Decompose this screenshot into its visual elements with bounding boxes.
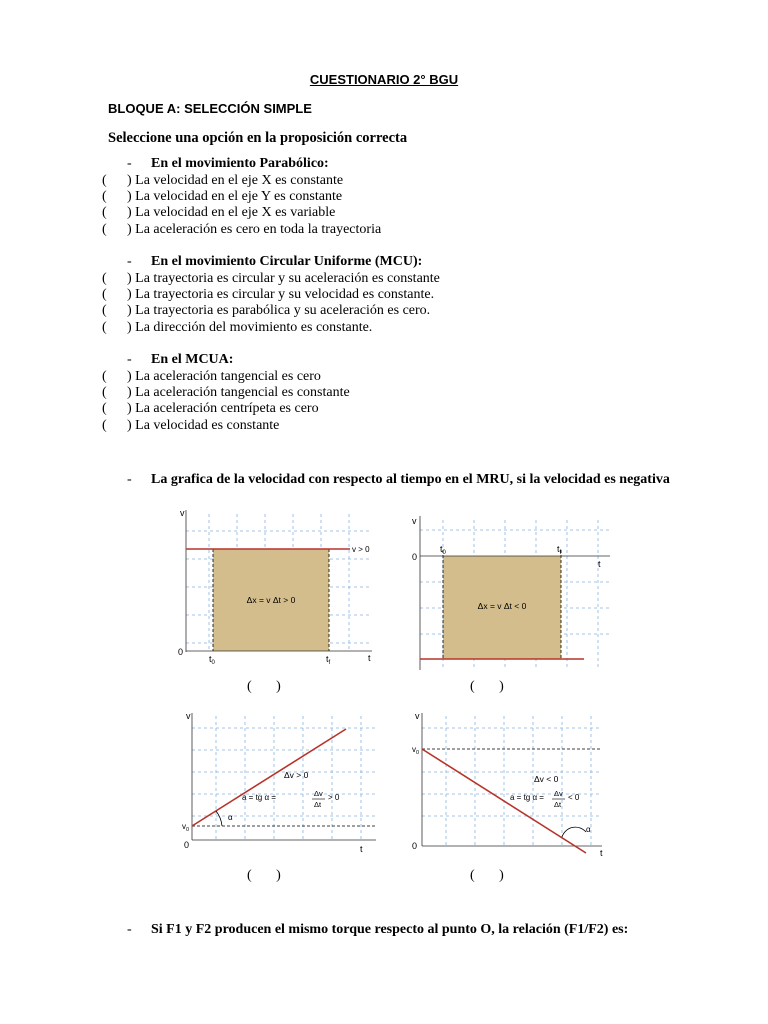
block-heading: BLOQUE A: SELECCIÓN SIMPLE (108, 101, 312, 116)
answer-paren-3[interactable]: ( ) (247, 868, 281, 883)
question-2-options (102, 271, 440, 336)
dash: - (127, 352, 132, 367)
question-1-heading (127, 156, 329, 172)
chart-4 (404, 708, 614, 860)
question-3-text: En el MCUA: (151, 352, 234, 367)
option-1-2[interactable] (102, 189, 381, 205)
dash: - (127, 472, 132, 487)
chart-1-t0: $t_0$ (209, 654, 215, 666)
chart-3-frac-top: Δv (314, 789, 323, 798)
chart-1-t-label: t (368, 653, 371, 663)
chart-1-series-label: v > 0 (352, 545, 370, 554)
chart-4-delta: Δv < 0 (534, 774, 559, 784)
option-paren: ( (102, 385, 107, 401)
chart-1 (172, 504, 392, 674)
option-3-1[interactable] (102, 369, 350, 385)
chart-4-frac-top: Δv (554, 789, 563, 798)
option-1-1[interactable] (102, 173, 381, 189)
option-text: ) La trayectoria es circular y su velocidad es constante. (127, 287, 435, 303)
option-paren: ( (102, 205, 107, 221)
chart-4-frac-bot: Δt (554, 800, 562, 809)
chart-4-grid (422, 716, 602, 846)
option-2-2[interactable] (102, 287, 440, 303)
option-text: ) La velocidad en el eje X es constante (127, 173, 344, 188)
chart-3-slope-right: > 0 (328, 793, 340, 802)
option-text: ) La aceleración tangencial es constante (127, 385, 350, 401)
option-text: ) La velocidad es constante (127, 417, 280, 433)
option-paren: ( (102, 369, 107, 384)
chart-3-v-label: v (186, 711, 191, 721)
chart-2-t-label: t (598, 559, 601, 569)
instruction: Seleccione una opción en la proposición correcta (108, 130, 408, 146)
option-1-3[interactable] (102, 205, 381, 221)
chart-1-origin: 0 (178, 647, 184, 657)
chart-3-frac-bot: Δt (314, 800, 322, 809)
chart-2-area-label: Δx = v Δt < 0 (477, 601, 527, 611)
chart-3-series-line (192, 729, 346, 826)
document-title: CUESTIONARIO 2° BGU (309, 72, 459, 87)
graph-question-text: La grafica de la velocidad con respecto al tiempo en el MRU, si la velocidad es negativa (151, 472, 670, 487)
chart-3-alpha: α (228, 813, 233, 822)
option-text: ) La trayectoria es circular y su aceleración es constante (127, 271, 440, 286)
chart-3-slope-left: a = tg α = (242, 793, 276, 802)
answer-paren-4[interactable]: ( ) (470, 868, 504, 883)
chart-4-slope-left: a = tg α = (510, 793, 544, 802)
dash: - (127, 254, 132, 269)
option-text: ) La velocidad en el eje Y es constante (127, 189, 343, 205)
option-paren: ( (102, 287, 107, 303)
chart-1-v-label: v (180, 508, 185, 518)
option-paren: ( (102, 319, 107, 335)
option-2-4[interactable] (102, 320, 440, 336)
chart-4-slope-right: < 0 (568, 793, 580, 802)
chart-4-v-label: v (415, 711, 420, 721)
option-text: ) La trayectoria es parabólica y su aceleración es cero. (127, 303, 431, 319)
chart-3-t-label: t (360, 844, 363, 854)
question-3-options (102, 369, 350, 434)
chart-3-alpha-arc (216, 811, 222, 826)
option-text: ) La velocidad en el eje X es variable (127, 205, 336, 221)
option-3-3[interactable] (102, 401, 350, 417)
option-3-2[interactable] (102, 385, 350, 401)
answer-paren-1[interactable]: ( ) (247, 679, 281, 694)
dash: - (127, 922, 132, 937)
chart-3-v0: $v_0$ (182, 822, 190, 833)
torque-question-text: Si F1 y F2 producen el mismo torque respecto al punto O, la relación (F1/F2) es: (151, 922, 629, 937)
chart-3 (176, 708, 386, 860)
option-paren: ( (102, 271, 107, 286)
option-1-4[interactable] (102, 222, 381, 238)
chart-2-t0: $t_0$ (440, 544, 446, 556)
question-1-text: En el movimiento Parabólico: (151, 156, 329, 171)
option-paren: ( (102, 221, 107, 237)
option-paren: ( (102, 417, 107, 433)
chart-3-delta: Δv > 0 (284, 770, 309, 780)
chart-1-tf: $t_f$ (326, 654, 331, 666)
chart-4-alpha: α (586, 825, 591, 834)
option-2-3[interactable] (102, 303, 440, 319)
option-paren: ( (102, 189, 107, 205)
torque-question (127, 922, 628, 938)
chart-4-t-label: t (600, 848, 603, 858)
chart-2-v-label: v (412, 516, 417, 526)
chart-3-origin: 0 (184, 840, 190, 850)
chart-2 (400, 510, 620, 674)
chart-2-tf: $t_f$ (557, 544, 562, 556)
dash: - (127, 156, 132, 171)
graph-question (127, 472, 670, 488)
option-text: ) La dirección del movimiento es constante. (127, 319, 373, 335)
chart-1-area-label: Δx = v Δt > 0 (246, 595, 296, 605)
question-2-text: En el movimiento Circular Uniforme (MCU): (151, 254, 423, 269)
option-text: ) La aceleración tangencial es cero (127, 369, 321, 384)
question-2-heading (127, 254, 422, 270)
option-2-1[interactable] (102, 271, 440, 287)
question-3-heading (127, 352, 233, 368)
option-paren: ( (102, 401, 107, 417)
chart-4-alpha-arc (562, 827, 586, 837)
option-text: ) La aceleración es cero en toda la trayectoria (127, 221, 382, 237)
option-3-4[interactable] (102, 418, 350, 434)
option-paren: ( (102, 173, 107, 188)
chart-4-origin: 0 (412, 841, 418, 851)
answer-paren-2[interactable]: ( ) (470, 679, 504, 694)
chart-2-origin: 0 (412, 552, 418, 562)
chart-4-v0: $v_0$ (412, 745, 420, 756)
question-1-options (102, 173, 381, 238)
option-paren: ( (102, 303, 107, 319)
option-text: ) La aceleración centrípeta es cero (127, 401, 319, 417)
